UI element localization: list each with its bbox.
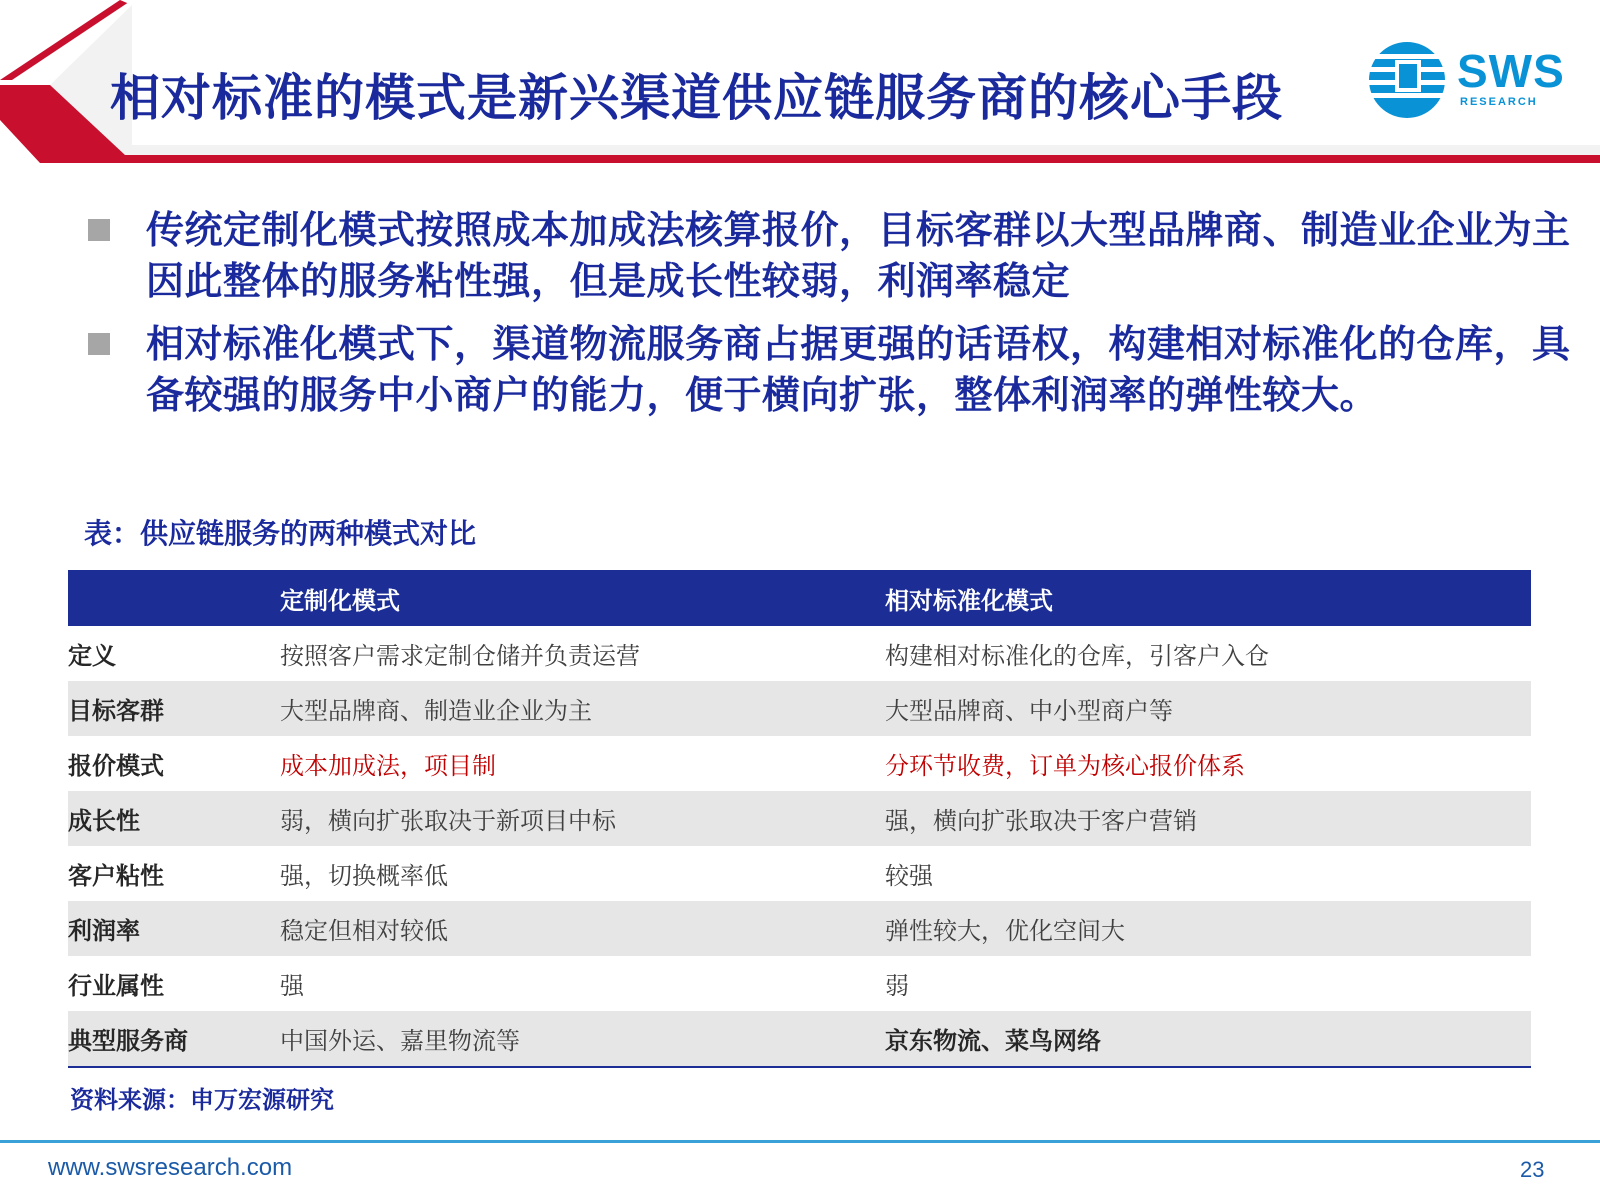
row-label: 行业属性 — [68, 972, 164, 1000]
custom-cell: 按照客户需求定制仓储并负责运营 — [280, 642, 640, 670]
sws-globe-icon — [1365, 40, 1449, 120]
custom-cell: 成本加成法，项目制 — [280, 752, 496, 780]
standard-cell: 京东物流、菜鸟网络 — [885, 1011, 1531, 1067]
sws-logo — [1365, 38, 1575, 122]
row-label: 成长性 — [68, 791, 280, 846]
table-row — [68, 791, 1531, 846]
header-cell-blank — [68, 570, 280, 626]
table-header-row — [68, 570, 1531, 626]
table-row — [68, 846, 1531, 901]
bullet-item — [86, 205, 1586, 307]
custom-cell: 中国外运、嘉里物流等 — [280, 1011, 885, 1067]
standard-cell: 大型品牌商、中小型商户等 — [885, 681, 1531, 736]
standard-cell: 弱 — [885, 972, 909, 1000]
standard-cell: 分环节收费，订单为核心报价体系 — [885, 752, 1245, 780]
bullet-square-icon — [88, 219, 110, 241]
header-cell-standard: 相对标准化模式 — [885, 570, 1531, 626]
table-row — [68, 1011, 1531, 1067]
standard-cell: 弹性较大，优化空间大 — [885, 901, 1531, 956]
page-title: 相对标准的模式是新兴渠道供应链服务商的核心手段 — [110, 69, 1283, 127]
bullet-square-icon — [88, 333, 110, 355]
standard-cell: 强，横向扩张取决于客户营销 — [885, 791, 1531, 846]
comparison-table — [68, 570, 1531, 1068]
footer-divider — [0, 1140, 1600, 1143]
standard-cell: 构建相对标准化的仓库，引客户入仓 — [885, 642, 1269, 670]
custom-cell: 稳定但相对较低 — [280, 901, 885, 956]
row-label: 报价模式 — [68, 752, 164, 780]
source-note: 资料来源：申万宏源研究 — [70, 1086, 334, 1114]
table-row — [68, 736, 1531, 791]
row-label: 目标客群 — [68, 681, 280, 736]
logo-text: SWS — [1457, 45, 1565, 97]
row-label: 定义 — [68, 642, 116, 670]
header-cell-custom: 定制化模式 — [280, 570, 885, 626]
table-row — [68, 956, 1531, 1011]
page-number: 23 — [1520, 1157, 1545, 1182]
bullet-list — [86, 205, 1586, 433]
row-label: 客户粘性 — [68, 862, 164, 890]
custom-cell: 强 — [280, 972, 304, 1000]
row-label: 典型服务商 — [68, 1011, 280, 1067]
table-row — [68, 626, 1531, 681]
table-row — [68, 901, 1531, 956]
custom-cell: 弱，横向扩张取决于新项目中标 — [280, 791, 885, 846]
custom-cell: 强，切换概率低 — [280, 862, 448, 890]
logo-subtext: RESEARCH — [1460, 96, 1538, 108]
row-label: 利润率 — [68, 901, 280, 956]
standard-cell: 较强 — [885, 862, 933, 890]
footer-url[interactable]: www.swsresearch.com — [48, 1154, 293, 1181]
bullet-text: 相对标准化模式下，渠道物流服务商占据更强的话语权，构建相对标准化的仓库，具备较强的服务中小商户的能力，便于横向扩张，整体利润率的弹性较大。 — [146, 322, 1571, 417]
bullet-item — [86, 319, 1586, 421]
table-caption: 表：供应链服务的两种模式对比 — [84, 517, 477, 550]
table-row — [68, 681, 1531, 736]
bullet-text: 传统定制化模式按照成本加成法核算报价，目标客群以大型品牌商、制造业企业为主因此整体的服务粘性强，但是成长性较弱，利润率稳定 — [146, 208, 1571, 303]
custom-cell: 大型品牌商、制造业企业为主 — [280, 681, 885, 736]
